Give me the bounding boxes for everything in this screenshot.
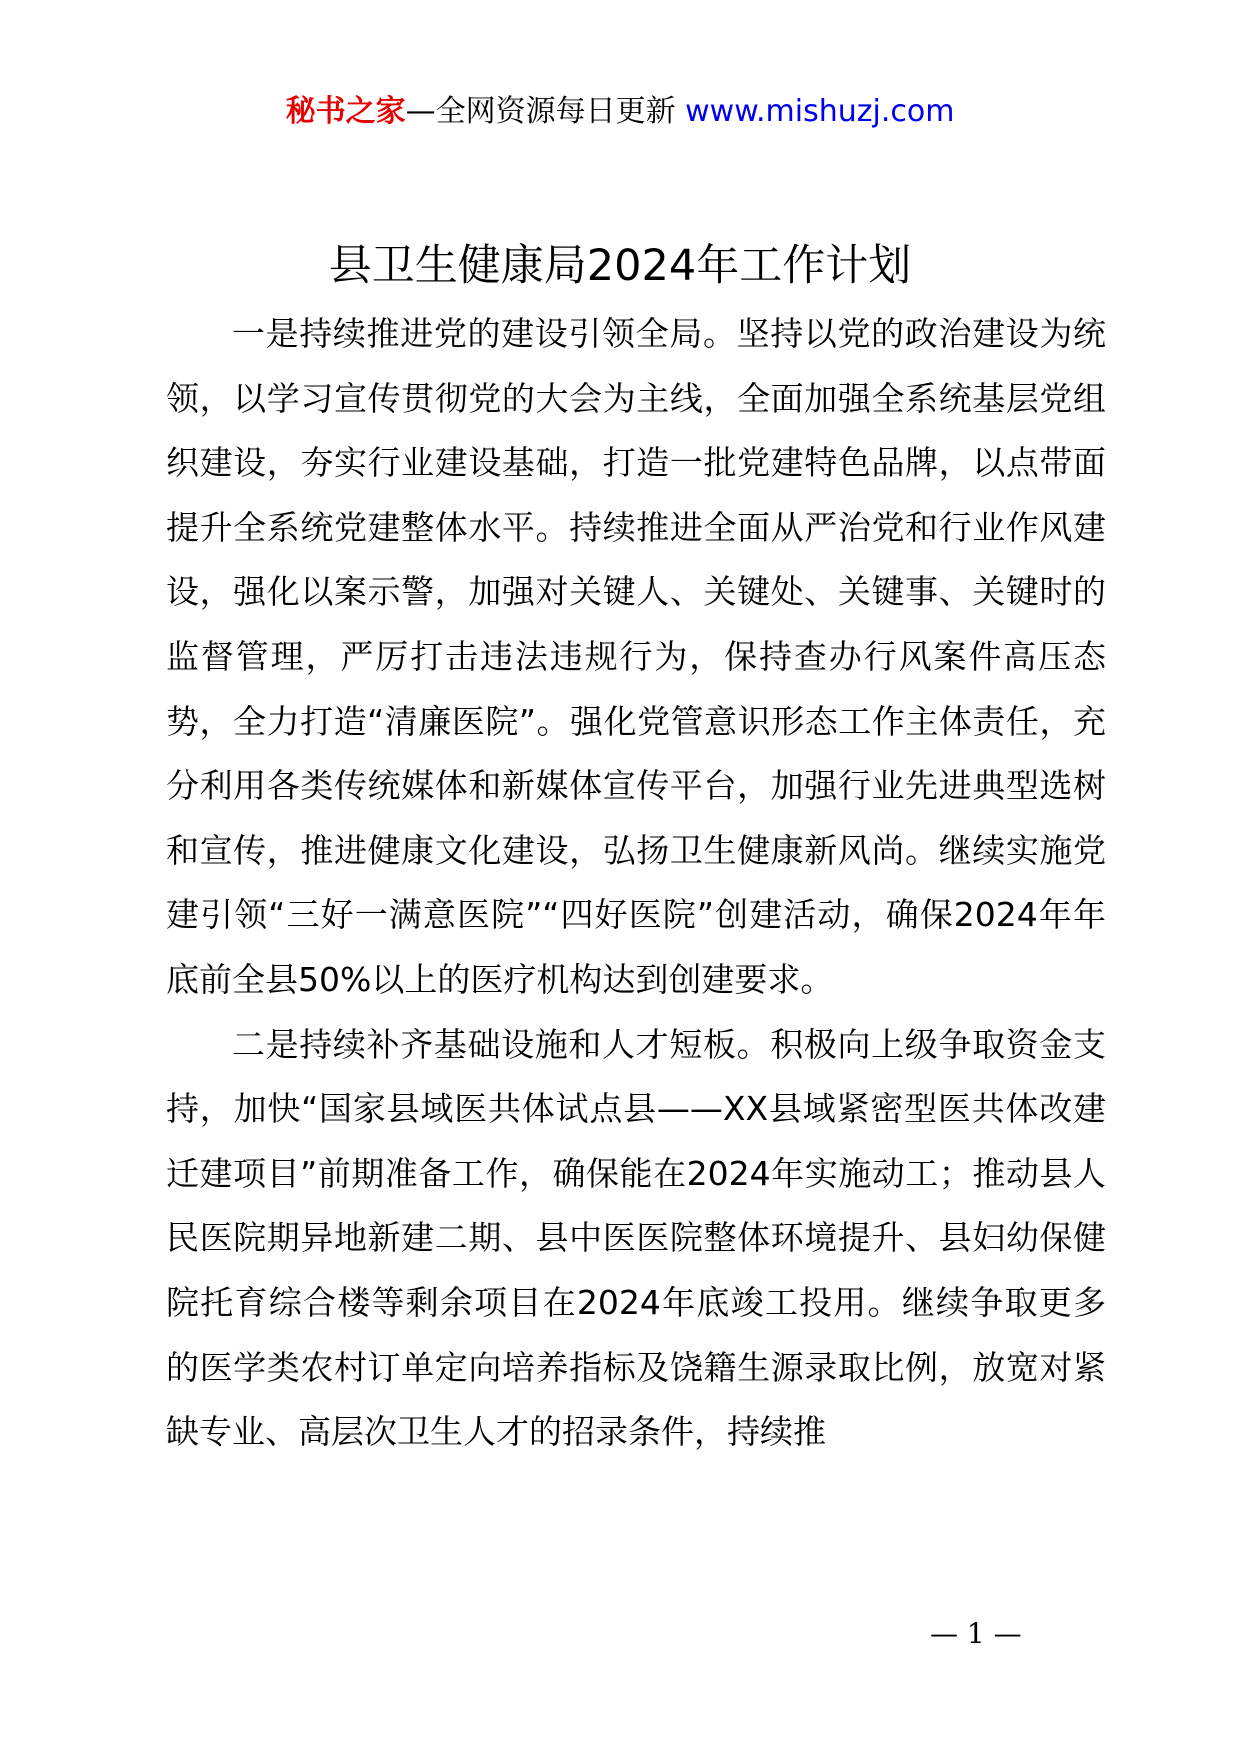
document-title: 县卫生健康局2024年工作计划 <box>328 241 912 291</box>
document-body <box>166 302 1106 1465</box>
paragraph-2: 二是持续补齐基础设施和人才短板。积极向上级争取资金支持，加快“国家县域医共体试点县——XX县域紧密型医共体改建迁建项目”前期准备工作，确保能在2024年实施动工；推动县人民医院期异地新建二期、县中医医院整体环境提升、县妇幼保健院托育综合楼等剩余项目在2024年底竣工投用。继续争取更多的医学类农村订单定向培养指标及饶籍生源录取比例，放宽对紧缺专业、高层次卫生人才的招录条件，持续推 <box>166 1024 1106 1452</box>
site-url-link[interactable]: www.mishuzj.com <box>685 94 955 129</box>
site-tagline: —全网资源每日更新 <box>405 94 686 129</box>
page-number: — 1 — <box>930 1617 1022 1650</box>
site-brand: 秘书之家 <box>285 94 406 129</box>
site-header <box>0 92 1240 132</box>
paragraph-1: 一是持续推进党的建设引领全局。坚持以党的政治建设为统领，以学习宣传贯彻党的大会为主线，全面加强全系统基层党组织建设，夯实行业建设基础，打造一批党建特色品牌，以点带面提升全系统党建整体水平。持续推进全面从严治党和行业作风建设，强化以案示警，加强对关键人、关键处、关键事、关键时的监督管理，严厉打击违法违规行为，保持查办行风案件高压态势，全力打造“清廉医院”。强化党管意识形态工作主体责任，充分利用各类传统媒体和新媒体宣传平台，加强行业先进典型选树和宣传，推进健康文化建设，弘扬卫生健康新风尚。继续实施党建引领“三好一满意医院”“四好医院”创建活动，确保2024年年底前全县50%以上的医疗机构达到创建要求。 <box>166 314 1106 999</box>
